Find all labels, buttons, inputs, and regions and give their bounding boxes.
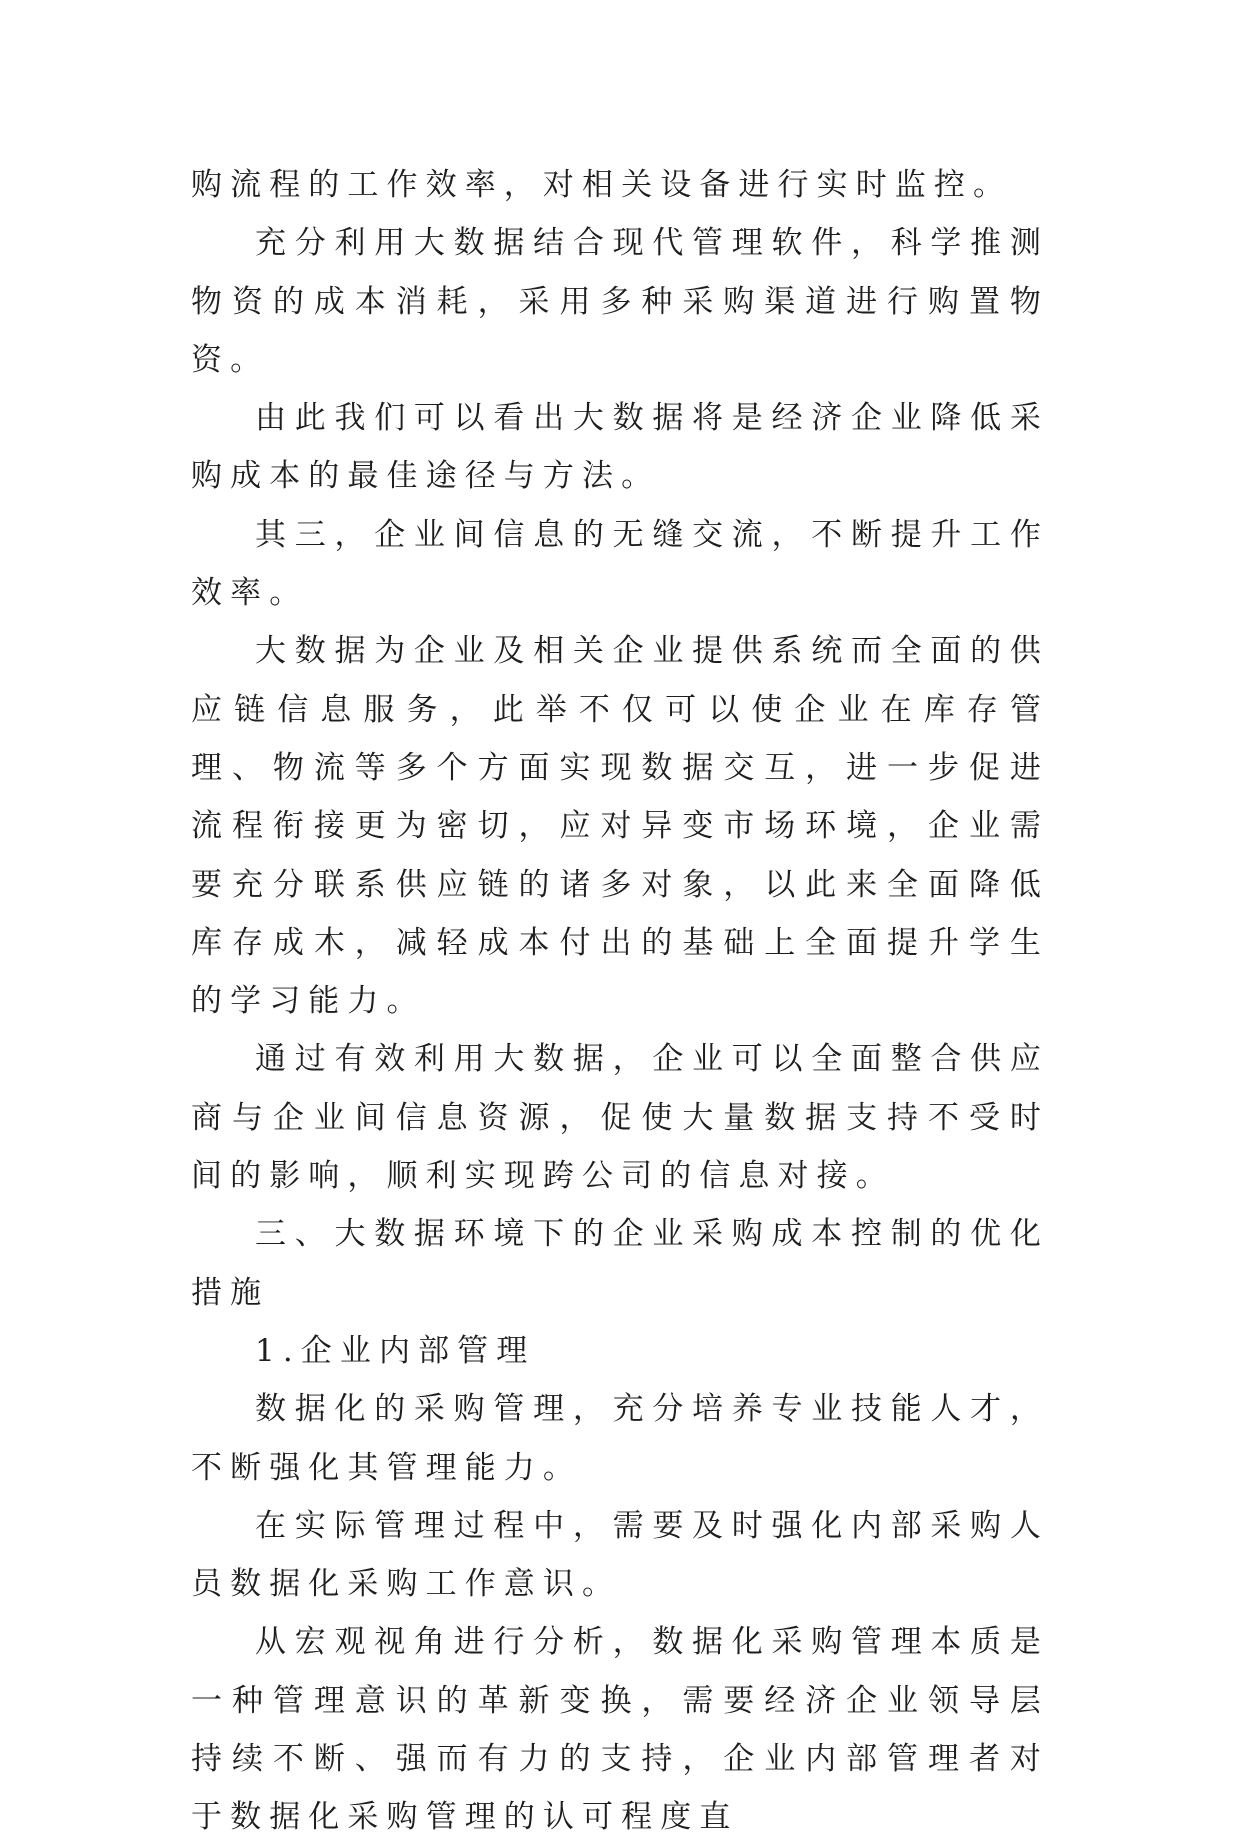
paragraph: 数据化的采购管理，充分培养专业技能人才，不断强化其管理能力。	[191, 1391, 1049, 1486]
paragraph: 在实际管理过程中，需要及时强化内部采购人员数据化采购工作意识。	[191, 1507, 1049, 1603]
paragraph: 购流程的工作效率，对相关设备进行实时监控。	[191, 167, 1013, 203]
paragraph: 其三，企业间信息的无缝交流，不断提升工作效率。	[191, 516, 1049, 612]
paragraph: 大数据为企业及相关企业提供系统而全面的供应链信息服务，此举不仅可以使企业在库存管理、物流等多个方面实现数据交互，进一步促进流程衔接更为密切，应对异变市场环境，企业需要充分联系供应链的诸多对象，以此来全面降低库存成木，减轻成本付出的基础上全面提升学生的学习能力。	[191, 633, 1049, 1020]
body-text	[191, 156, 1049, 1847]
paragraph: 充分利用大数据结合现代管理软件，科学推测物资的成本消耗，采用多种采购渠道进行购置物资。	[191, 225, 1049, 378]
subsection-heading: 1.企业内部管理	[255, 1332, 536, 1369]
section-heading: 三、大数据环境下的企业采购成本控制的优化措施	[191, 1216, 1049, 1311]
paragraph: 从宏观视角进行分析，数据化采购管理本质是一种管理意识的革新变换，需要经济企业领导层持续不断、强而有力的支持，企业内部管理者对于数据化采购管理的认可程度直	[191, 1624, 1049, 1836]
paragraph: 由此我们可以看出大数据将是经济企业降低采购成本的最佳途径与方法。	[191, 400, 1049, 495]
paragraph: 通过有效利用大数据，企业可以全面整合供应商与企业间信息资源，促使大量数据支持不受时间的影响，顺利实现跨公司的信息对接。	[191, 1041, 1049, 1195]
